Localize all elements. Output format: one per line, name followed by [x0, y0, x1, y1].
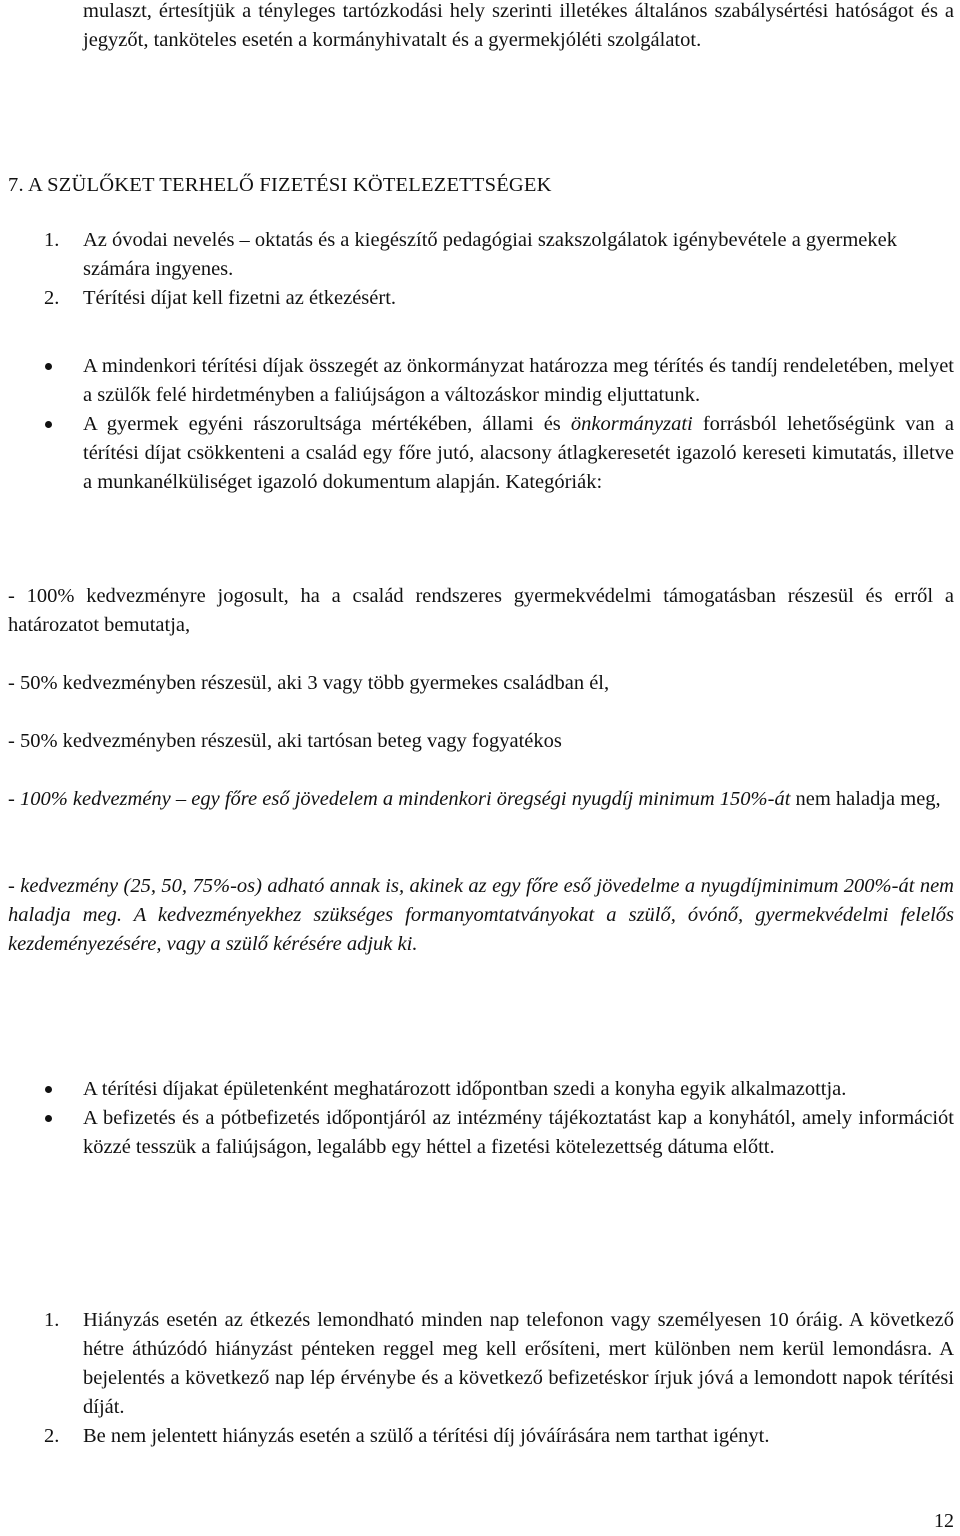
bullet-icon: [40, 1075, 83, 1104]
list-text: A gyermek egyéni rászorultsága mértékében, állami és önkormányzati forrásból lehetőségünk van a térítési díjat csökkenteni a család egy főre jutó, alacsony átlagkeresetét igazoló kereseti kimutatás, illetve a munkanélküliséget igazoló dokumentum alapján. Kategóriák:: [83, 413, 954, 493]
numbered-list-absence: [44, 1306, 954, 1451]
list-number: 1.: [44, 1309, 60, 1331]
list-item: [40, 410, 954, 497]
list-text: Hiányzás esetén az étkezés lemondható minden nap telefonon vagy személyesen 10 óráig. A következő hétre áthúzódó hiányzást pénteken reggel meg kell erősíteni, mert különben nem kerül lemondásra. A bejelentés a következő nap lép érvénybe és a következő befizetéskor írjuk jóvá a lemondott napok térítési díját.: [83, 1309, 954, 1418]
bullet-list-fees: [40, 352, 954, 497]
list-item: [40, 352, 954, 410]
discount-item: - 50% kedvezményben részesül, aki 3 vagy több gyermekes családban él,: [8, 672, 610, 694]
intro-paragraph: mulaszt, értesítjük a tényleges tartózkodási hely szerinti illetékes általános szabálysértési hatóságot és a jegyzőt, tanköteles esetén a kormányhivatalt és a gyermekjóléti szolgálatot.: [83, 0, 954, 51]
list-item: [44, 1422, 954, 1451]
bullet-list-payment: [40, 1075, 954, 1162]
discount-item: - kedvezmény (25, 50, 75%-os) adható annak is, akinek az egy főre eső jövedelme a nyugdíjminimum 200%-át nem haladja meg. A kedvezményekhez szükséges formanyomtatványokat a szülő, óvónő, gyermekvédelmi felelős kezdeményezésére, vagy a szülő kérésére adjuk ki.: [8, 875, 954, 955]
page-number: 12: [934, 1510, 954, 1532]
numbered-list-fees: [44, 226, 954, 313]
bullet-icon: [40, 352, 83, 410]
list-item: [40, 1075, 954, 1104]
list-text: Térítési díjat kell fizetni az étkezésért.: [83, 287, 397, 309]
bullet-icon: [40, 1104, 83, 1162]
list-item: [44, 1306, 954, 1422]
list-item: [44, 284, 954, 313]
list-text: A befizetés és a pótbefizetés időpontjáról az intézmény tájékoztatást kap a konyhától, amely információt közzé tesszük a faliújságon, legalább egy héttel a fizetési kötelezettség dátuma előtt.: [83, 1107, 954, 1158]
list-item: [44, 226, 954, 284]
list-number: 2.: [44, 287, 60, 309]
discount-item: - 100% kedvezményre jogosult, ha a család rendszeres gyermekvédelmi támogatásban részesül és erről a határozatot bemutatja,: [8, 585, 954, 636]
list-text: A mindenkori térítési díjak összegét az önkormányzat határozza meg térítés és tandíj rendeletében, melyet a szülők felé hirdetményben a faliújságon a változáskor mindig eljuttatunk.: [83, 355, 954, 406]
discount-item: - 50% kedvezményben részesül, aki tartósan beteg vagy fogyatékos: [8, 730, 562, 752]
list-number: 1.: [44, 229, 60, 251]
list-text: A térítési díjakat épületenként meghatározott időpontban szedi a konyha egyik alkalmazottja.: [83, 1078, 847, 1100]
list-item: [40, 1104, 954, 1162]
list-text: Az óvodai nevelés – oktatás és a kiegészítő pedagógiai szakszolgálatok igénybevétele a gyermekek számára ingyenes.: [83, 229, 897, 280]
list-number: 2.: [44, 1425, 60, 1447]
section-title: 7. A SZÜLŐKET TERHELŐ FIZETÉSI KÖTELEZETTSÉGEK: [8, 174, 552, 196]
bullet-icon: [40, 410, 83, 497]
list-text: Be nem jelentett hiányzás esetén a szülő a térítési díj jóváírására nem tarthat igényt.: [83, 1425, 770, 1447]
discount-item: - 100% kedvezmény – egy főre eső jövedelem a mindenkori öregségi nyugdíj minimum 150%-át nem haladja meg,: [8, 788, 941, 810]
